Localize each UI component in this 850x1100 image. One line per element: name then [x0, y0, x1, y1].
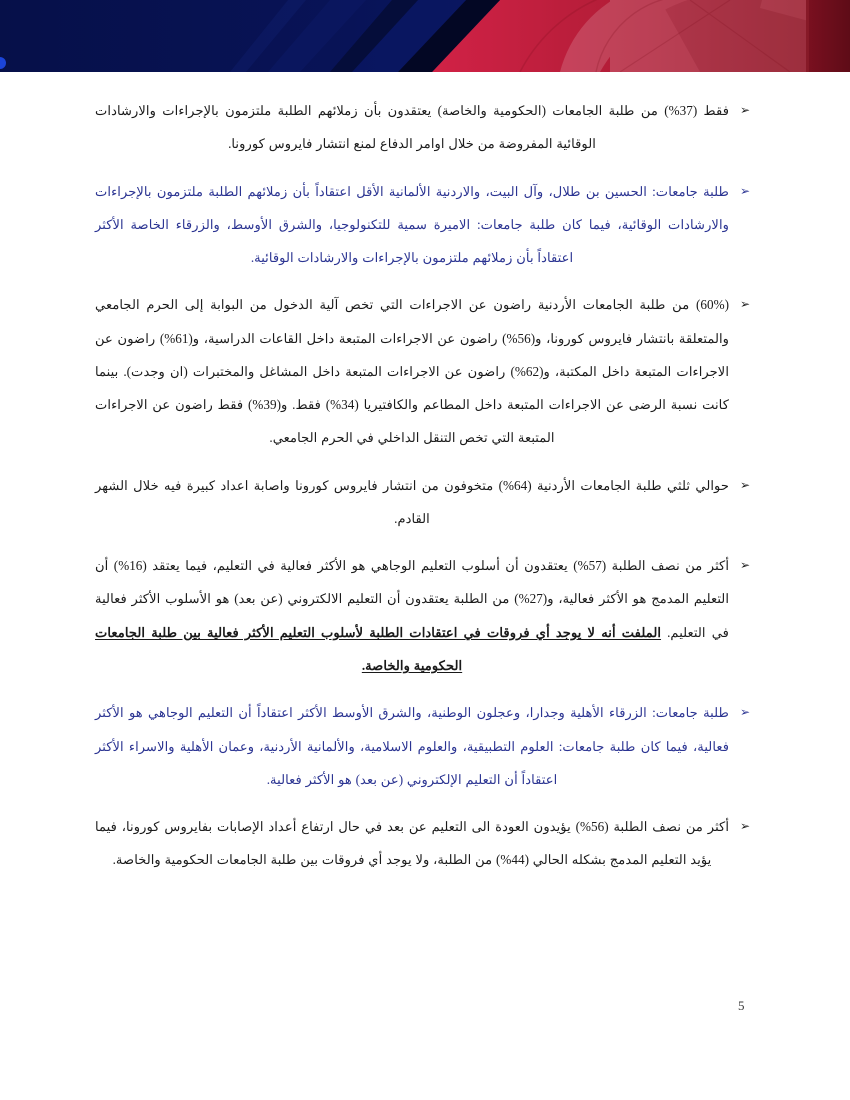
bullet-text: طلبة جامعات: الحسين بن طلال، وآل البيت، والاردنية الألمانية الأقل اعتقاداً بأن زملائهم الطلبة ملتزمون بالإجراءات والارشادات الوقائية، فيما كان طلبة جامعات: الاميرة سمية للتكنولوجيا، والشرق الأوسط، والزرقاء الخاصة الأكثر اعتقاداً بأن زملائهم ملتزمون بالإجراءات والارشادات الوقائية. — [95, 183, 729, 266]
bullet-arrow-icon: ➢ — [739, 103, 751, 117]
banner-maroon-edge — [806, 0, 809, 72]
bullet-arrow-icon: ➢ — [739, 819, 751, 834]
page-header-banner — [0, 0, 850, 72]
bullet-arrow-icon: ➢ — [739, 297, 751, 312]
bullet-arrow-icon: ➢ — [739, 477, 751, 492]
bullet-item — [95, 549, 755, 682]
bullet-item — [95, 810, 755, 877]
banner-maroon-band — [806, 0, 850, 72]
bullet-text: (60%) من طلبة الجامعات الأردنية راضون عن الاجراءات التي تخص آلية الدخول من البوابة إلى الحرم الجامعي والمتعلقة بانتشار فايروس كورونا، و(56%) راضون عن الاجراءات المتبعة داخل القاعات الدراسية، و(61%) راضون عن الاجراءات المتبعة داخل المكتبة، و(62%) راضون عن الاجراءات المتبعة داخل المشاغل والمختبرات (ان وجدت). بينما كانت نسبة الرضى عن الاجراءات المتبعة داخل المطاعم والكافتيريا (34%) فقط. و(39%) فقط راضون عن الاجراءات المتبعة التي تخص التنقل الداخلي في الحرم الجامعي. — [95, 297, 729, 446]
bullet-text: حوالي ثلثي طلبة الجامعات الأردنية (64%) متخوفون من انتشار فايروس كورونا واصابة اعداد كبيرة فيه خلال الشهر القادم. — [95, 477, 729, 526]
banner-artwork — [0, 0, 850, 72]
bullet-text: فقط (37%) من طلبة الجامعات (الحكومية والخاصة) يعتقدون بأن زملائهم الطلبة ملتزمون بالإجراءات والارشادات الوقائية المفروضة من خلال اوامر الدفاع لمنع انتشار فايروس كورونا. — [95, 103, 729, 152]
bullet-item — [95, 469, 755, 536]
bullet-text-emphasis: الملفت أنه لا يوجد أي فروقات في اعتقادات الطلبة لأسلوب التعليم الأكثر فعالية بين طلبة الجامعات الحكومية والخاصة. — [95, 624, 662, 673]
bullet-item — [95, 696, 755, 796]
bullet-text — [95, 549, 729, 682]
page-number: 5 — [738, 998, 745, 1013]
bullet-item — [95, 94, 755, 161]
bullet-item — [95, 175, 755, 275]
bullet-item — [95, 288, 755, 454]
bullet-text: طلبة جامعات: الزرقاء الأهلية وجدارا، وعجلون الوطنية، والشرق الأوسط الأكثر اعتقاداً أن التعليم الوجاهي هو الأكثر فعالية، فيما كان طلبة جامعات: العلوم التطبيقية، والعلوم الاسلامية، والألمانية الأردنية، وعمان الأهلية والاسراء الأكثر اعتقاداً أن التعليم الإلكتروني (عن بعد) هو الأكثر فعالية. — [95, 705, 729, 787]
bullet-arrow-icon: ➢ — [739, 705, 751, 720]
document-body — [0, 72, 850, 1100]
bullet-arrow-icon: ➢ — [739, 558, 751, 573]
bullet-text: أكثر من نصف الطلبة (56%) يؤيدون العودة الى التعليم عن بعد في حال ارتفاع أعداد الإصابات بفايروس كورونا، فيما يؤيد التعليم المدمج بشكله الحالي (44%) من الطلبة، ولا يوجد أي فروقات بين طلبة الجامعات الحكومية والخاصة. — [95, 819, 729, 868]
bullet-text-plain: أكثر من نصف الطلبة (57%) يعتقدون أن أسلوب التعليم الوجاهي هو الأكثر فعالية في التعليم، فيما يعتقد (16%) أن التعليم المدمج هو الأكثر فعالية، و(27%) من الطلبة يعتقدون أن التعليم الالكتروني (عن بعد) هو الأسلوب الأكثر فعالية في التعليم. — [95, 558, 729, 640]
bullet-arrow-icon: ➢ — [739, 183, 751, 198]
